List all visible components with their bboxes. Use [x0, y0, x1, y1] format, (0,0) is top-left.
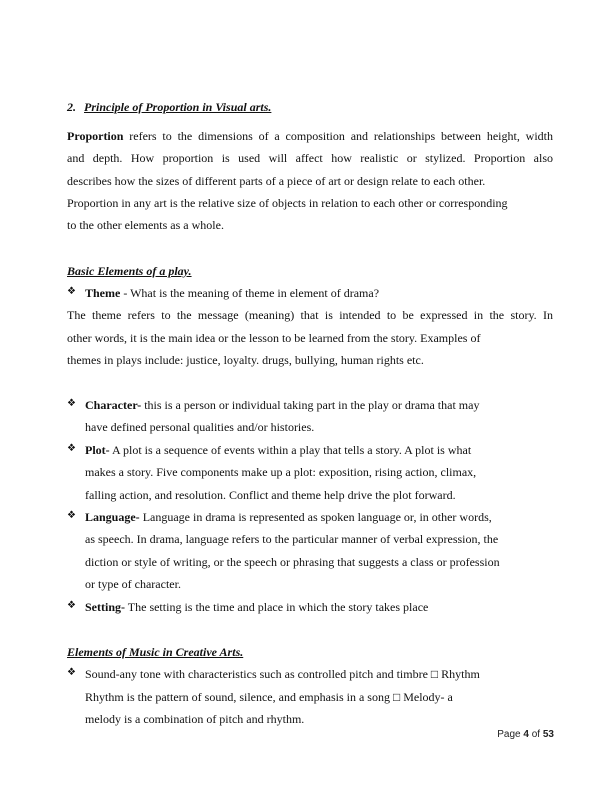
section-number: 2. — [67, 100, 76, 114]
proportion-line-3: describes how the sizes of different parts of a piece of art or design relate to each other. — [67, 174, 486, 188]
bullet-diamond-icon: ❖ — [67, 667, 76, 678]
theme-item — [85, 286, 379, 300]
section-heading-music: Elements of Music in Creative Arts. — [67, 645, 244, 659]
bullet-diamond-icon: ❖ — [67, 398, 76, 409]
bullet-diamond-icon: ❖ — [67, 600, 76, 611]
character-item — [85, 398, 479, 412]
section-heading-play: Basic Elements of a play. — [67, 264, 192, 278]
paragraph-text: The theme refers to the message (meaning) that is intended to be expressed in the story. In — [67, 308, 553, 322]
character-term: Character- — [85, 398, 142, 412]
setting-term: Setting- — [85, 600, 125, 614]
plot-item — [85, 443, 471, 457]
proportion-line-1 — [67, 129, 553, 143]
theme-question: - What is the meaning of theme in element of drama? — [120, 286, 380, 300]
proportion-term: Proportion — [67, 129, 124, 143]
proportion-line-4: Proportion in any art is the relative size of objects in relation to each other or corresponding — [67, 196, 508, 210]
bullet-diamond-icon: ❖ — [67, 286, 76, 297]
paragraph-text: this is a person or individual taking part in the play or drama that may — [141, 398, 480, 412]
language-line-2: as speech. In drama, language refers to the particular manner of verbal expression, the — [85, 532, 499, 546]
page-number-footer — [497, 729, 554, 740]
language-line-4: or type of character. — [85, 577, 181, 591]
footer-separator: of — [528, 729, 543, 740]
language-item — [85, 510, 492, 524]
character-line-2: have defined personal qualities and/or histories. — [85, 420, 315, 434]
music-line-2: Rhythm is the pattern of sound, silence, and emphasis in a song □ Melody- a — [85, 690, 453, 704]
plot-line-3: falling action, and resolution. Conflict and theme help drive the plot forward. — [85, 488, 456, 502]
theme-para-line-3: themes in plays include: justice, loyalty. drugs, bullying, human rights etc. — [67, 353, 424, 367]
footer-prefix: Page — [497, 729, 524, 740]
music-line-3: melody is a combination of pitch and rhythm. — [85, 712, 305, 726]
theme-para-line-2: other words, it is the main idea or the lesson to be learned from the story. Examples of — [67, 331, 481, 345]
total-pages: 53 — [542, 729, 554, 740]
paragraph-text: Language in drama is represented as spoken language or, in other words, — [139, 510, 492, 524]
language-term: Language- — [85, 510, 140, 524]
bullet-diamond-icon: ❖ — [67, 510, 76, 521]
plot-term: Plot- — [85, 443, 110, 457]
music-line-1: Sound-any tone with characteristics such as controlled pitch and timbre □ Rhythm — [85, 667, 480, 681]
bullet-diamond-icon: ❖ — [67, 443, 76, 454]
proportion-line-2 — [67, 151, 553, 165]
current-page: 4 — [523, 729, 529, 740]
setting-item — [85, 600, 428, 614]
paragraph-text: and depth. How proportion is used will affect how realistic or stylized. Proportion also — [67, 151, 553, 165]
section-heading-proportion — [67, 100, 271, 114]
section-title: Principle of Proportion in Visual arts. — [84, 100, 272, 114]
paragraph-text: refers to the dimensions of a composition and relationships between height, width — [123, 129, 553, 143]
paragraph-text: A plot is a sequence of events within a play that tells a story. A plot is what — [109, 443, 472, 457]
plot-line-2: makes a story. Five components make up a plot: exposition, rising action, climax, — [85, 465, 477, 479]
proportion-line-5: to the other elements as a whole. — [67, 218, 224, 232]
language-line-3: diction or style of writing, or the speech or phrasing that suggests a class or profession — [85, 555, 500, 569]
theme-term: Theme — [85, 286, 121, 300]
paragraph-text: The setting is the time and place in which the story takes place — [125, 600, 429, 614]
theme-para-line-1 — [67, 308, 553, 322]
